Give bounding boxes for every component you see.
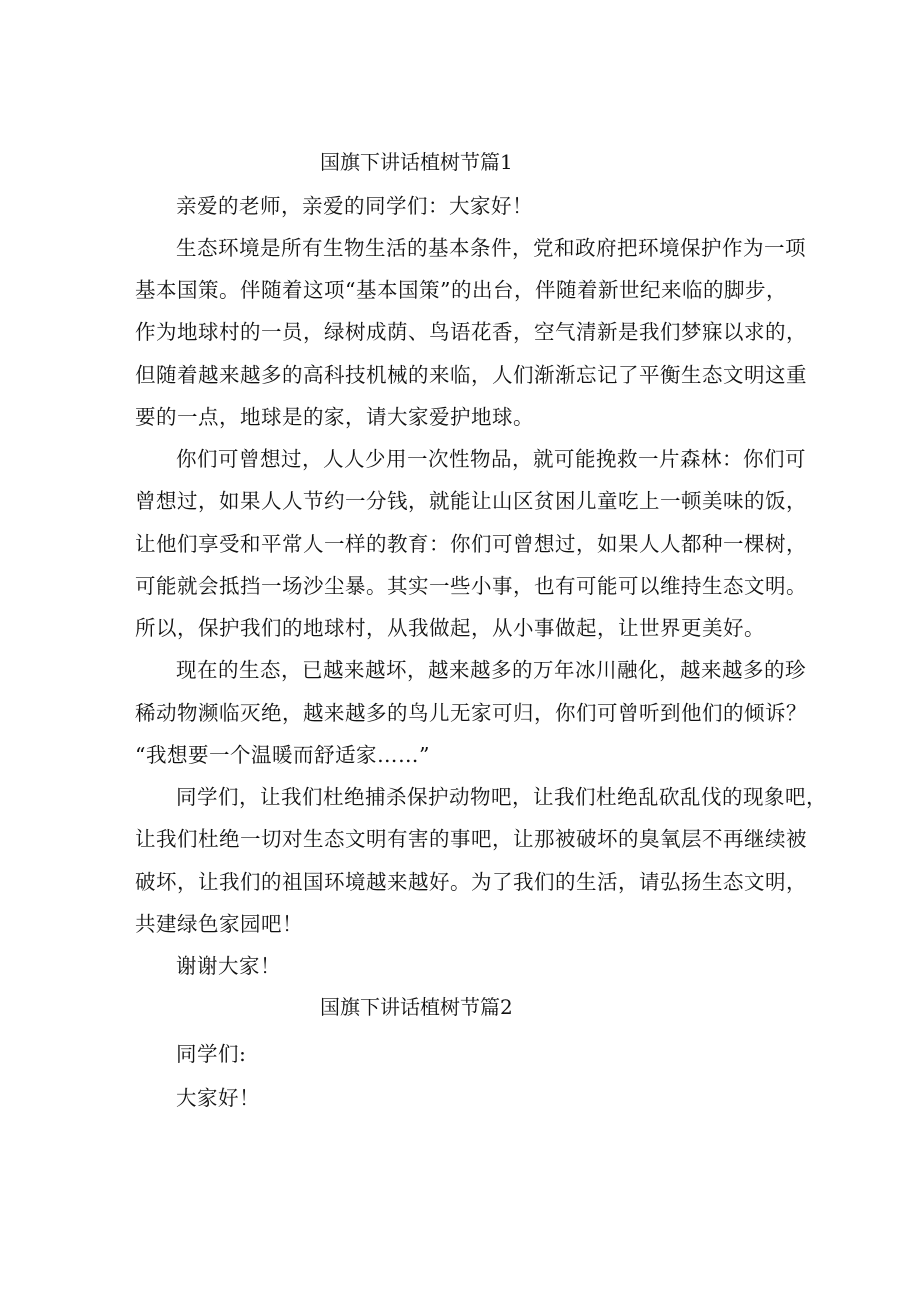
paragraph-line: 稀动物濒临灭绝，越来越多的鸟儿无家可归，你们可曾听到他们的倾诉？ xyxy=(135,701,807,725)
section1-title: 国旗下讲话植树节篇1 xyxy=(320,150,513,174)
section2-title: 国旗下讲话植树节篇2 xyxy=(320,995,513,1019)
section2-greeting: 同学们: xyxy=(176,1042,247,1066)
paragraph-line: 共建绿色家园吧！ xyxy=(135,912,303,936)
paragraph-line: 破坏，让我们的祖国环境越来越好。为了我们的生活，请弘扬生态文明， xyxy=(135,870,807,894)
paragraph-line: 基本国策。伴随着这项“基本国策”的出台，伴随着新世纪来临的脚步， xyxy=(135,278,787,302)
paragraph-line: 要的一点，地球是的家，请大家爱护地球。 xyxy=(135,405,534,429)
paragraph-line: 但随着越来越多的高科技机械的来临，人们渐渐忘记了平衡生态文明这重 xyxy=(135,363,807,387)
paragraph-line: 你们可曾想过，人人少用一次性物品，就可能挽救一片森林：你们可 xyxy=(176,447,806,471)
paragraph-line: 作为地球村的一员，绿树成荫、鸟语花香，空气清新是我们梦寐以求的， xyxy=(135,320,807,344)
paragraph-line: 让他们享受和平常人一样的教育：你们可曾想过，如果人人都种一棵树， xyxy=(135,532,807,556)
paragraph-line: 曾想过，如果人人节约一分钱，就能让山区贫困儿童吃上一顿美味的饭， xyxy=(135,489,807,513)
paragraph-line: 所以，保护我们的地球村，从我做起，从小事做起，让世界更美好。 xyxy=(135,616,765,640)
paragraph-line: 让我们杜绝一切对生态文明有害的事吧，让那被破坏的臭氧层不再继续被 xyxy=(135,827,807,851)
paragraph-line: “我想要一个温暖而舒适家……” xyxy=(135,743,430,767)
paragraph-line: 可能就会抵挡一场沙尘暴。其实一些小事，也有可能可以维持生态文明。 xyxy=(135,574,807,598)
paragraph-line: 同学们，让我们杜绝捕杀保护动物吧，让我们杜绝乱砍乱伐的现象吧， xyxy=(176,785,827,809)
paragraph-line: 生态环境是所有生物生活的基本条件，党和政府把环境保护作为一项 xyxy=(176,236,806,260)
paragraph-line: 现在的生态，已越来越坏，越来越多的万年冰川融化，越来越多的珍 xyxy=(176,658,806,682)
section2-hello: 大家好！ xyxy=(176,1086,260,1110)
section1-closing: 谢谢大家！ xyxy=(176,954,281,978)
section1-greeting: 亲爱的老师，亲爱的同学们：大家好！ xyxy=(176,194,533,218)
